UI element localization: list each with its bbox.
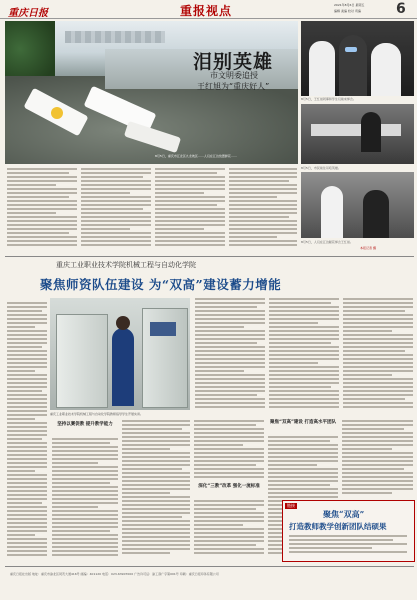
machine-screen bbox=[150, 322, 176, 336]
body-column bbox=[122, 420, 190, 558]
person-head bbox=[116, 316, 130, 330]
date-info: 2021年8月6日 星期五 bbox=[334, 3, 365, 7]
skyline bbox=[65, 31, 165, 43]
workshop-photo bbox=[50, 298, 190, 410]
feature-subhead: 王红旭为“重庆好人” bbox=[197, 82, 270, 91]
body-column bbox=[194, 420, 264, 480]
body-column bbox=[269, 298, 339, 410]
article-kicker: 重庆工业职业技术学院机械工程与自动化学院 bbox=[56, 261, 196, 269]
body-column bbox=[81, 168, 151, 250]
body-column bbox=[343, 298, 413, 410]
feature-headline: 泪别英雄 bbox=[193, 51, 274, 73]
feature-subhead: 市文明委追授 bbox=[210, 71, 258, 80]
link-box-title: 打造教师教学创新团队结硕果 bbox=[289, 522, 387, 531]
subhead: 深化“三教”改革 强化一流标准 bbox=[198, 484, 260, 489]
body-column bbox=[229, 168, 297, 250]
link-box bbox=[282, 500, 415, 562]
body-column bbox=[155, 168, 225, 250]
machine-panel bbox=[56, 314, 108, 408]
body-column bbox=[7, 302, 47, 558]
newspaper-logo: 重庆日报 bbox=[8, 8, 48, 19]
section-title: 重报视点 bbox=[180, 4, 233, 18]
side-caption: 8月5日，王红旭同事和学生们前来悼念。 bbox=[301, 97, 356, 101]
person-figure bbox=[112, 328, 134, 406]
mourners-photo-1 bbox=[301, 21, 414, 96]
footer-rule bbox=[5, 566, 414, 567]
person-figure bbox=[361, 112, 381, 152]
memorial-table bbox=[311, 124, 401, 136]
person-figure bbox=[363, 190, 389, 238]
section-divider bbox=[5, 256, 414, 257]
mask bbox=[345, 47, 357, 52]
body-column bbox=[7, 168, 77, 250]
side-highlight: 本报记者 摄 bbox=[360, 246, 376, 250]
page-number: 6 bbox=[396, 1, 406, 17]
side-caption: 8月5日，人们在江边献花悼念王红旭。 bbox=[301, 240, 353, 244]
body-column bbox=[195, 298, 265, 410]
subhead: 聚焦“双高”建设 打造高水平团队 bbox=[270, 420, 336, 425]
subhead: 坚持以赛促教 提升教学能力 bbox=[57, 422, 113, 427]
mourners-photo-3 bbox=[301, 172, 414, 238]
body-column bbox=[342, 420, 413, 496]
masthead bbox=[0, 0, 417, 19]
person-figure bbox=[309, 41, 335, 96]
mourners-photo-2 bbox=[301, 104, 414, 164]
person-figure bbox=[339, 35, 367, 96]
person-figure bbox=[371, 43, 401, 96]
footer-info: 重庆日报社出版 地址：重庆市渝北区同茂大道416号 邮编：401120 电话：023-63907000 广告许可证：渝工商广字第001号 印刷：重庆日报印务有限公司 bbox=[10, 572, 219, 576]
link-box-text bbox=[289, 535, 407, 557]
side-caption: 8月5日，市民前往吊唁英雄。 bbox=[301, 166, 341, 170]
person-figure bbox=[321, 186, 343, 238]
link-label: 链接 bbox=[287, 503, 295, 508]
body-column bbox=[52, 438, 118, 558]
editor-info: 编辑 美编 校对 责编 bbox=[334, 9, 361, 13]
feature-photo bbox=[5, 21, 298, 164]
article-headline: 聚焦师资队伍建设 为“双高”建设蓄力增能 bbox=[40, 277, 282, 292]
photo-caption: 重庆工业职业技术学院机械工程与自动化学院教师指导学生开展实训。 bbox=[50, 412, 144, 416]
link-box-title: 聚焦“双高” bbox=[323, 509, 365, 519]
photo-caption: 8月5日，重庆市江北区九龙坡区……人们在江边放置鲜花…… bbox=[155, 154, 237, 158]
body-column bbox=[194, 500, 264, 558]
yellow-flower-icon bbox=[51, 107, 63, 119]
